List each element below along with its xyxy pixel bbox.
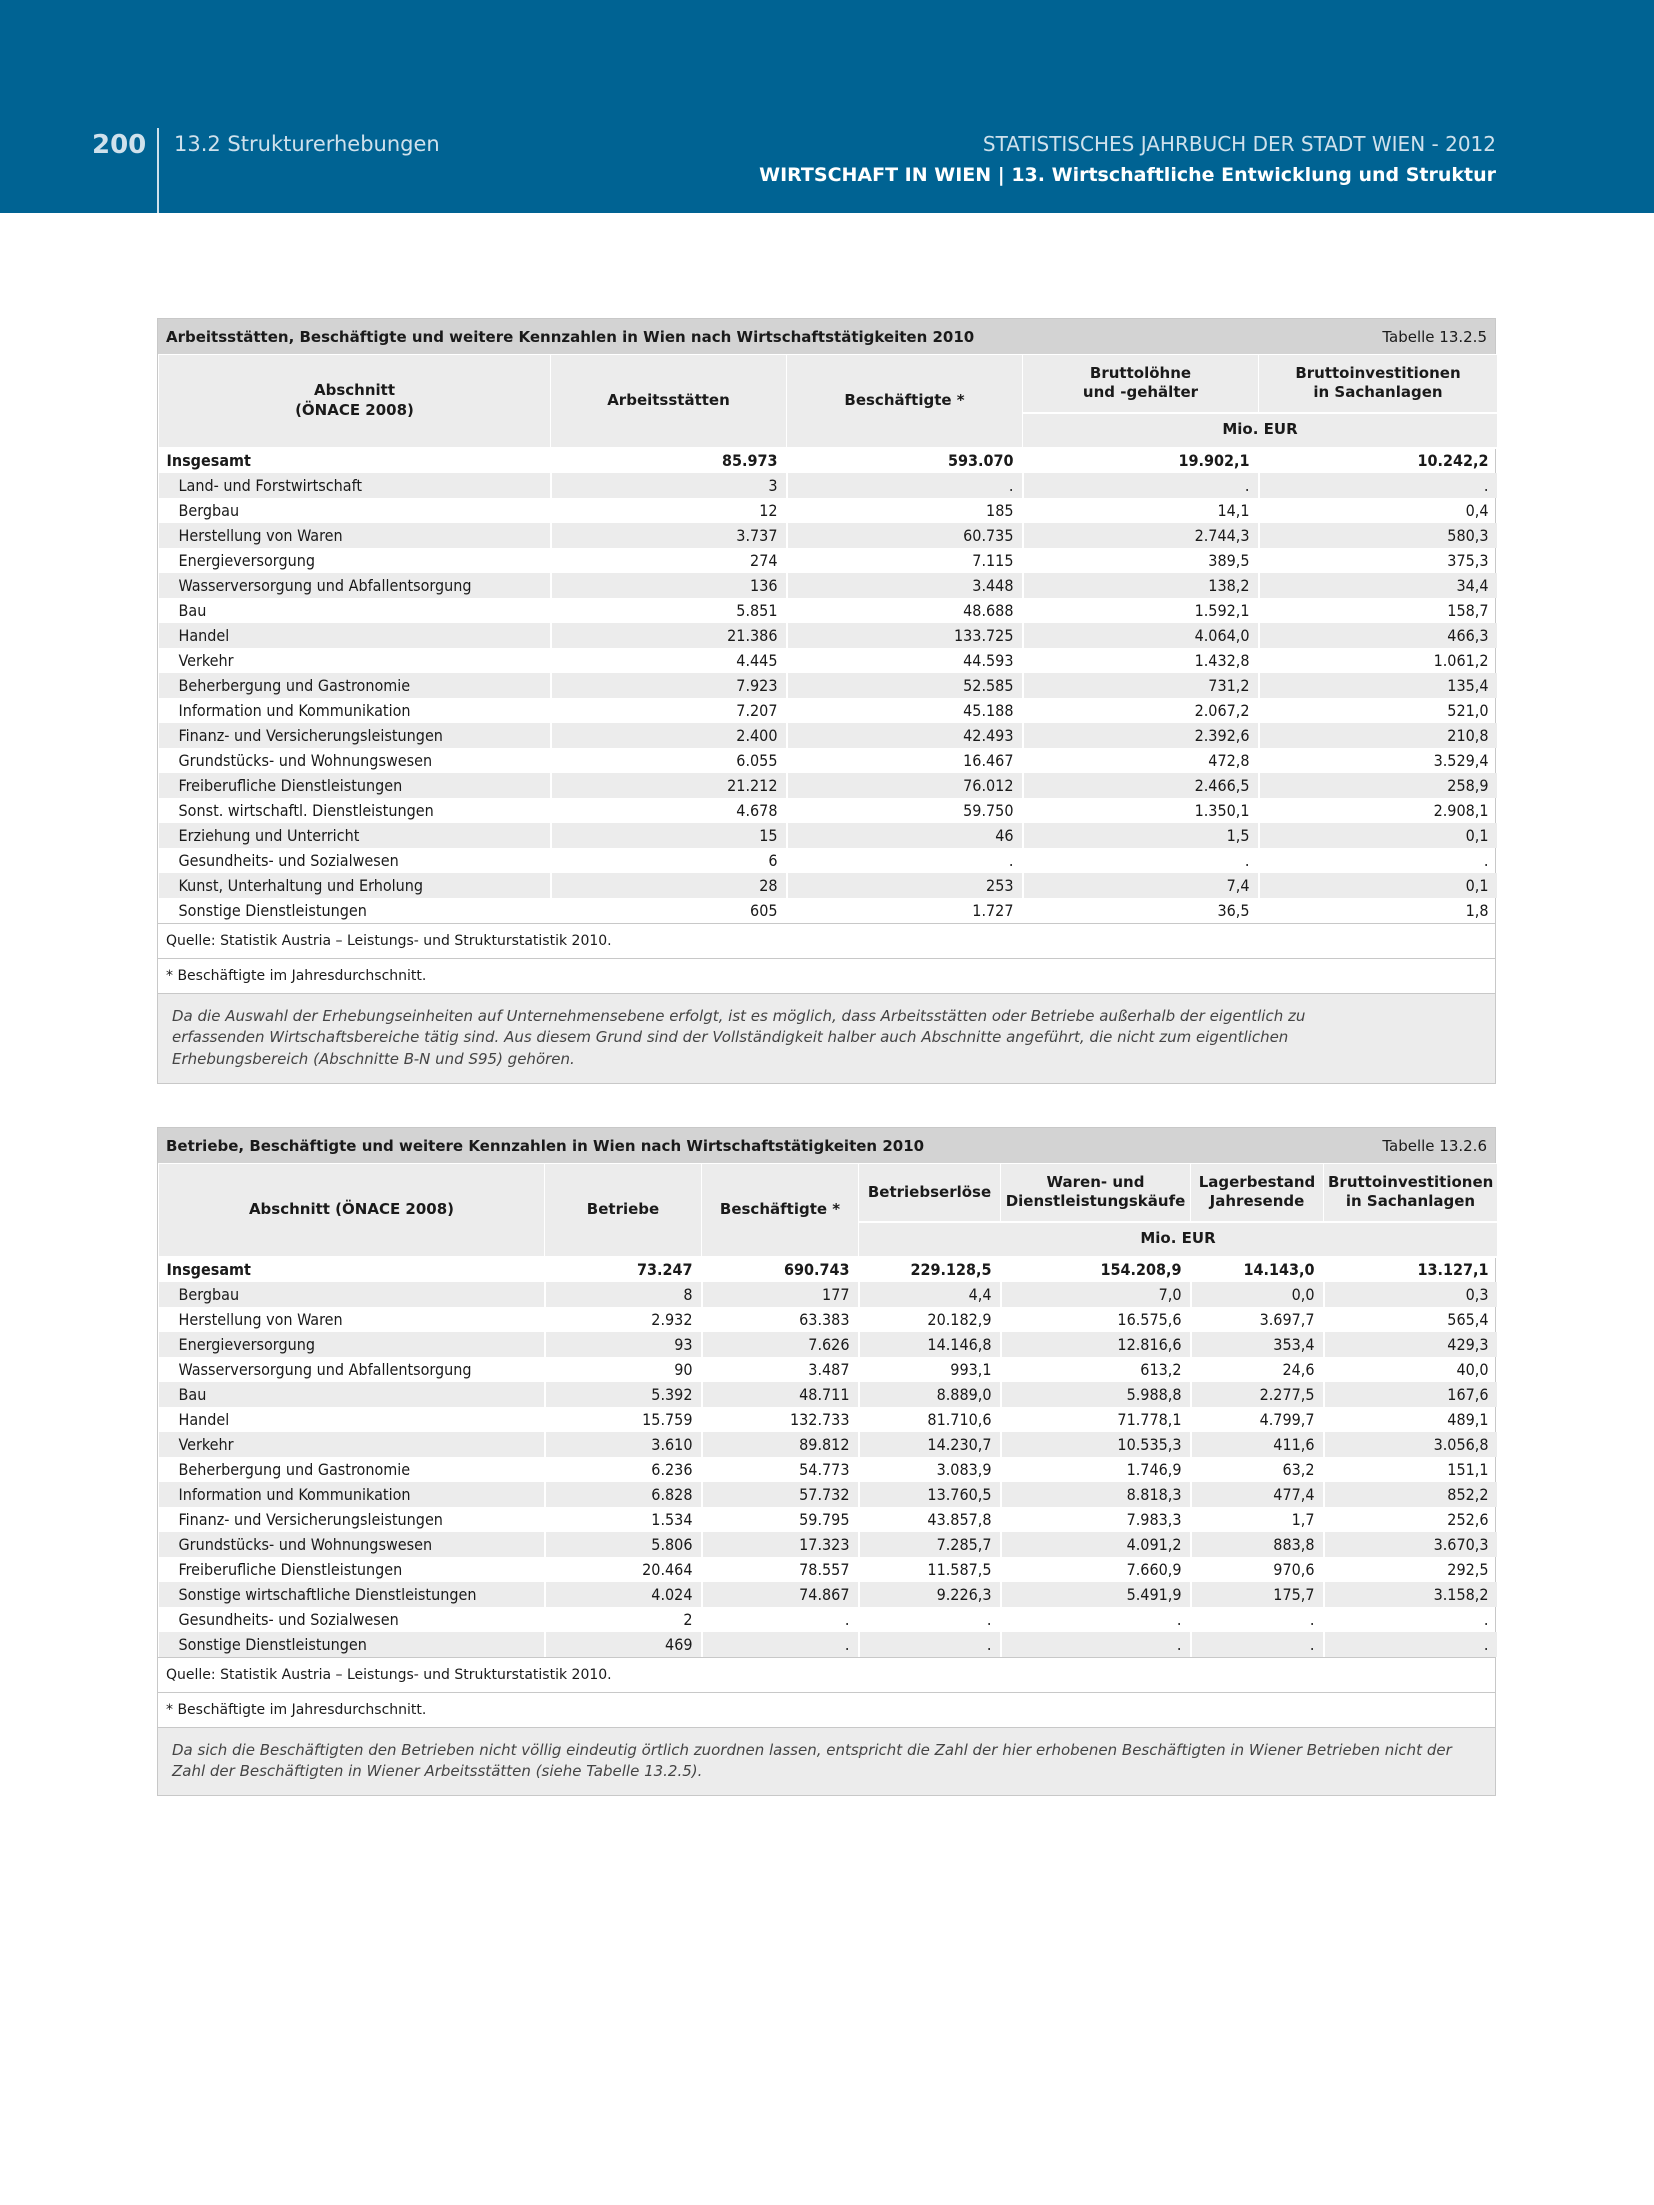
table-13-2-6 [157, 1127, 1496, 1796]
cell-value: 1,7 [1191, 1507, 1324, 1532]
row-label: Bergbau [159, 1282, 545, 1307]
cell-value: 3.697,7 [1191, 1307, 1324, 1332]
table-row-total [159, 448, 1498, 473]
cell-value: 73.247 [545, 1257, 702, 1282]
cell-value: 7.207 [551, 698, 787, 723]
cell-value: 4.064,0 [1023, 623, 1259, 648]
cell-value: 411,6 [1191, 1432, 1324, 1457]
col-header-bruttoloehne: Bruttolöhne und -gehälter [1023, 355, 1259, 413]
cell-value: 477,4 [1191, 1482, 1324, 1507]
source-note: Quelle: Statistik Austria – Leistungs- und Strukturstatistik 2010. [158, 1657, 1495, 1692]
row-label: Bau [159, 598, 551, 623]
cell-value: 9.226,3 [859, 1582, 1001, 1607]
cell-value: 177 [702, 1282, 859, 1307]
cell-value: 993,1 [859, 1357, 1001, 1382]
cell-value: 353,4 [1191, 1332, 1324, 1357]
cell-value: 3.529,4 [1259, 748, 1498, 773]
cell-value: 15 [551, 823, 787, 848]
table-row [159, 798, 1498, 823]
explanatory-note: Da die Auswahl der Erhebungseinheiten auf Unternehmensebene erfolgt, ist es möglich, dass Arbeitsstätten oder Betriebe außerhalb der eigentlich zu erfassenden Wirtschaftsbereiche tätig sind. Aus diesem Grund sind der Vollständigkeit halber auch Abschnitte angeführt, die nicht zum eigentlichen Erhebungsbereich (Abschnitte B-N und S95) gehören. [158, 993, 1495, 1083]
row-label: Verkehr [159, 648, 551, 673]
cell-value: 7,4 [1023, 873, 1259, 898]
cell-value: 5.392 [545, 1382, 702, 1407]
cell-value: 3.158,2 [1324, 1582, 1498, 1607]
cell-value: 7.115 [787, 548, 1023, 573]
cell-value: 1.746,9 [1001, 1457, 1191, 1482]
page-header [0, 0, 1654, 213]
row-label: Grundstücks- und Wohnungswesen [159, 748, 551, 773]
explanatory-note: Da sich die Beschäftigten den Betrieben nicht völlig eindeutig örtlich zuordnen lassen, entspricht die Zahl der hier erhobenen Beschäftigten in Wiener Betrieben nicht der Zahl der Beschäftigten in Wiener Arbeitsstätten (siehe Tabelle 13.2.5). [158, 1727, 1495, 1796]
cell-value: 1.432,8 [1023, 648, 1259, 673]
header-divider [157, 128, 159, 213]
col-header-beschaeftigte: Beschäftigte * [787, 355, 1023, 448]
cell-value: 229.128,5 [859, 1257, 1001, 1282]
table-row [159, 523, 1498, 548]
cell-value: 154.208,9 [1001, 1257, 1191, 1282]
cell-value: 28 [551, 873, 787, 898]
table-row [159, 1557, 1498, 1582]
cell-value: 6 [551, 848, 787, 873]
cell-value: 5.988,8 [1001, 1382, 1191, 1407]
cell-value: 1.061,2 [1259, 648, 1498, 673]
cell-value: 292,5 [1324, 1557, 1498, 1582]
table-row-total [159, 1257, 1498, 1282]
table-row [159, 548, 1498, 573]
table-row [159, 498, 1498, 523]
table-row [159, 723, 1498, 748]
cell-value: 580,3 [1259, 523, 1498, 548]
cell-value: 136 [551, 573, 787, 598]
row-label: Freiberufliche Dienstleistungen [159, 1557, 545, 1582]
cell-value: 85.973 [551, 448, 787, 473]
cell-value: 429,3 [1324, 1332, 1498, 1357]
cell-value: 21.212 [551, 773, 787, 798]
cell-value: 375,3 [1259, 548, 1498, 573]
cell-value: 883,8 [1191, 1532, 1324, 1557]
cell-value: 76.012 [787, 773, 1023, 798]
cell-value: 1.592,1 [1023, 598, 1259, 623]
table-row [159, 473, 1498, 498]
cell-value: 469 [545, 1632, 702, 1657]
cell-value: 3.670,3 [1324, 1532, 1498, 1557]
cell-value: 274 [551, 548, 787, 573]
cell-value: 2.932 [545, 1307, 702, 1332]
table-title: Arbeitsstätten, Beschäftigte und weitere Kennzahlen in Wien nach Wirtschaftstätigkeiten 2010 [166, 327, 975, 346]
table-row [159, 848, 1498, 873]
cell-value: 690.743 [702, 1257, 859, 1282]
cell-value: 135,4 [1259, 673, 1498, 698]
cell-value: 20.182,9 [859, 1307, 1001, 1332]
row-label: Gesundheits- und Sozialwesen [159, 1607, 545, 1632]
cell-value: 16.575,6 [1001, 1307, 1191, 1332]
cell-value: 4,4 [859, 1282, 1001, 1307]
cell-value: 3.448 [787, 573, 1023, 598]
table-caption [158, 319, 1495, 354]
source-note: Quelle: Statistik Austria – Leistungs- und Strukturstatistik 2010. [158, 923, 1495, 958]
table-row [159, 598, 1498, 623]
cell-value: 3.737 [551, 523, 787, 548]
cell-value: 185 [787, 498, 1023, 523]
table-body [159, 1257, 1498, 1657]
row-label: Handel [159, 1407, 545, 1432]
row-label: Energieversorgung [159, 548, 551, 573]
cell-value: 158,7 [1259, 598, 1498, 623]
cell-value: 54.773 [702, 1457, 859, 1482]
table-13-2-5 [157, 318, 1496, 1084]
cell-value: . [1324, 1607, 1498, 1632]
row-label: Erziehung und Unterricht [159, 823, 551, 848]
cell-value: 466,3 [1259, 623, 1498, 648]
cell-value: 4.091,2 [1001, 1532, 1191, 1557]
cell-value: 14.143,0 [1191, 1257, 1324, 1282]
row-label: Land- und Forstwirtschaft [159, 473, 551, 498]
cell-value: 6.236 [545, 1457, 702, 1482]
row-label: Information und Kommunikation [159, 1482, 545, 1507]
row-label: Bergbau [159, 498, 551, 523]
cell-value: 14.230,7 [859, 1432, 1001, 1457]
unit-header: Mio. EUR [1023, 413, 1498, 448]
cell-value: 46 [787, 823, 1023, 848]
cell-value: 48.711 [702, 1382, 859, 1407]
row-label: Beherbergung und Gastronomie [159, 1457, 545, 1482]
cell-value: 59.750 [787, 798, 1023, 823]
cell-value: . [1023, 473, 1259, 498]
col-header-bruttoinvestitionen: Bruttoinvestitionen in Sachanlagen [1324, 1164, 1498, 1222]
table-row [159, 673, 1498, 698]
table-row [159, 623, 1498, 648]
cell-value: . [1324, 1632, 1498, 1657]
col-header-abschnitt: Abschnitt (ÖNACE 2008) [159, 1164, 545, 1257]
table-row [159, 1532, 1498, 1557]
row-label: Insgesamt [159, 1257, 545, 1282]
cell-value: 90 [545, 1357, 702, 1382]
footnote: * Beschäftigte im Jahresdurchschnitt. [158, 958, 1495, 993]
cell-value: 48.688 [787, 598, 1023, 623]
cell-value: . [787, 473, 1023, 498]
cell-value: 7.923 [551, 673, 787, 698]
table-caption [158, 1128, 1495, 1163]
cell-value: 52.585 [787, 673, 1023, 698]
cell-value: 10.535,3 [1001, 1432, 1191, 1457]
cell-value: 605 [551, 898, 787, 923]
row-label: Wasserversorgung und Abfallentsorgung [159, 1357, 545, 1382]
cell-value: 6.055 [551, 748, 787, 773]
cell-value: 852,2 [1324, 1482, 1498, 1507]
table-row [159, 1482, 1498, 1507]
data-table [158, 354, 1499, 923]
col-header-arbeitsstaetten: Arbeitsstätten [551, 355, 787, 448]
cell-value: 24,6 [1191, 1357, 1324, 1382]
cell-value: 89.812 [702, 1432, 859, 1457]
cell-value: 613,2 [1001, 1357, 1191, 1382]
cell-value: 389,5 [1023, 548, 1259, 573]
row-label: Information und Kommunikation [159, 698, 551, 723]
cell-value: 252,6 [1324, 1507, 1498, 1532]
cell-value: 210,8 [1259, 723, 1498, 748]
row-label: Sonstige wirtschaftliche Dienstleistungen [159, 1582, 545, 1607]
table-number: Tabelle 13.2.5 [1382, 327, 1487, 346]
cell-value: 8.889,0 [859, 1382, 1001, 1407]
table-row [159, 1282, 1498, 1307]
row-label: Verkehr [159, 1432, 545, 1457]
cell-value: 20.464 [545, 1557, 702, 1582]
cell-value: . [859, 1607, 1001, 1632]
cell-value: 2.277,5 [1191, 1382, 1324, 1407]
table-row [159, 648, 1498, 673]
cell-value: . [1259, 848, 1498, 873]
row-label: Insgesamt [159, 448, 551, 473]
col-header-lagerbestand: Lagerbestand Jahresende [1191, 1164, 1324, 1222]
table-row [159, 1382, 1498, 1407]
cell-value: 2 [545, 1607, 702, 1632]
cell-value: 7.983,3 [1001, 1507, 1191, 1532]
row-label: Sonstige Dienstleistungen [159, 898, 551, 923]
row-label: Handel [159, 623, 551, 648]
cell-value: 3 [551, 473, 787, 498]
cell-value: 59.795 [702, 1507, 859, 1532]
row-label: Herstellung von Waren [159, 523, 551, 548]
cell-value: 2.400 [551, 723, 787, 748]
cell-value: 10.242,2 [1259, 448, 1498, 473]
cell-value: 14,1 [1023, 498, 1259, 523]
table-title: Betriebe, Beschäftigte und weitere Kennzahlen in Wien nach Wirtschaftstätigkeiten 2010 [166, 1136, 925, 1155]
table-row [159, 698, 1498, 723]
cell-value: 8 [545, 1282, 702, 1307]
cell-value: 21.386 [551, 623, 787, 648]
cell-value: 7,0 [1001, 1282, 1191, 1307]
cell-value: 0,3 [1324, 1282, 1498, 1307]
cell-value: 6.828 [545, 1482, 702, 1507]
cell-value: 57.732 [702, 1482, 859, 1507]
table-row [159, 898, 1498, 923]
cell-value: 63,2 [1191, 1457, 1324, 1482]
table-row [159, 1457, 1498, 1482]
col-header-beschaeftigte: Beschäftigte * [702, 1164, 859, 1257]
cell-value: 34,4 [1259, 573, 1498, 598]
page-number: 200 [92, 130, 147, 160]
cell-value: 4.799,7 [1191, 1407, 1324, 1432]
cell-value: 60.735 [787, 523, 1023, 548]
cell-value: 489,1 [1324, 1407, 1498, 1432]
col-header-bruttoinvestitionen: Bruttoinvestitionen in Sachanlagen [1259, 355, 1498, 413]
cell-value: 2.744,3 [1023, 523, 1259, 548]
cell-value: 3.610 [545, 1432, 702, 1457]
table-row [159, 1632, 1498, 1657]
table-row [159, 1407, 1498, 1432]
table-row [159, 873, 1498, 898]
cell-value: 472,8 [1023, 748, 1259, 773]
row-label: Bau [159, 1382, 545, 1407]
cell-value: . [1001, 1632, 1191, 1657]
cell-value: 42.493 [787, 723, 1023, 748]
cell-value: 13.127,1 [1324, 1257, 1498, 1282]
cell-value: 19.902,1 [1023, 448, 1259, 473]
cell-value: 7.660,9 [1001, 1557, 1191, 1582]
cell-value: 13.760,5 [859, 1482, 1001, 1507]
cell-value: 7.626 [702, 1332, 859, 1357]
cell-value: 1.350,1 [1023, 798, 1259, 823]
table-row [159, 1307, 1498, 1332]
cell-value: 15.759 [545, 1407, 702, 1432]
cell-value: 36,5 [1023, 898, 1259, 923]
cell-value: 565,4 [1324, 1307, 1498, 1332]
row-label: Kunst, Unterhaltung und Erholung [159, 873, 551, 898]
cell-value: 175,7 [1191, 1582, 1324, 1607]
cell-value: 4.445 [551, 648, 787, 673]
footnote: * Beschäftigte im Jahresdurchschnitt. [158, 1692, 1495, 1727]
cell-value: 970,6 [1191, 1557, 1324, 1582]
cell-value: 1,5 [1023, 823, 1259, 848]
cell-value: 78.557 [702, 1557, 859, 1582]
table-row [159, 1332, 1498, 1357]
table-row [159, 1432, 1498, 1457]
cell-value: 151,1 [1324, 1457, 1498, 1482]
cell-value: 2.392,6 [1023, 723, 1259, 748]
table-row [159, 773, 1498, 798]
col-header-betriebe: Betriebe [545, 1164, 702, 1257]
cell-value: 44.593 [787, 648, 1023, 673]
table-row [159, 1507, 1498, 1532]
table-row [159, 748, 1498, 773]
cell-value: 5.806 [545, 1532, 702, 1557]
cell-value: . [702, 1632, 859, 1657]
cell-value: 81.710,6 [859, 1407, 1001, 1432]
cell-value: 71.778,1 [1001, 1407, 1191, 1432]
cell-value: 731,2 [1023, 673, 1259, 698]
row-label: Finanz- und Versicherungsleistungen [159, 723, 551, 748]
row-label: Beherbergung und Gastronomie [159, 673, 551, 698]
cell-value: . [1259, 473, 1498, 498]
cell-value: 1,8 [1259, 898, 1498, 923]
cell-value: 14.146,8 [859, 1332, 1001, 1357]
row-label: Sonst. wirtschaftl. Dienstleistungen [159, 798, 551, 823]
table-row [159, 1357, 1498, 1382]
table-row [159, 1582, 1498, 1607]
cell-value: 0,0 [1191, 1282, 1324, 1307]
cell-value: 3.056,8 [1324, 1432, 1498, 1457]
cell-value: 133.725 [787, 623, 1023, 648]
row-label: Herstellung von Waren [159, 1307, 545, 1332]
table-body [159, 448, 1498, 923]
cell-value: 12 [551, 498, 787, 523]
cell-value: 17.323 [702, 1532, 859, 1557]
cell-value: 167,6 [1324, 1382, 1498, 1407]
chapter-title: WIRTSCHAFT IN WIEN | 13. Wirtschaftliche Entwicklung und Struktur [759, 164, 1496, 186]
cell-value: 0,1 [1259, 823, 1498, 848]
table-row [159, 823, 1498, 848]
cell-value: 45.188 [787, 698, 1023, 723]
cell-value: 63.383 [702, 1307, 859, 1332]
col-header-abschnitt: Abschnitt (ÖNACE 2008) [159, 355, 551, 448]
row-label: Finanz- und Versicherungsleistungen [159, 1507, 545, 1532]
table-row [159, 573, 1498, 598]
cell-value: 5.851 [551, 598, 787, 623]
cell-value: 4.024 [545, 1582, 702, 1607]
cell-value: 521,0 [1259, 698, 1498, 723]
cell-value: 138,2 [1023, 573, 1259, 598]
cell-value: . [1023, 848, 1259, 873]
cell-value: . [787, 848, 1023, 873]
table-row [159, 1607, 1498, 1632]
cell-value: . [1001, 1607, 1191, 1632]
cell-value: 0,4 [1259, 498, 1498, 523]
cell-value: 258,9 [1259, 773, 1498, 798]
cell-value: 8.818,3 [1001, 1482, 1191, 1507]
cell-value: 11.587,5 [859, 1557, 1001, 1582]
cell-value: 3.487 [702, 1357, 859, 1382]
cell-value: 1.534 [545, 1507, 702, 1532]
col-header-betriebserloese: Betriebserlöse [859, 1164, 1001, 1222]
cell-value: 3.083,9 [859, 1457, 1001, 1482]
cell-value: 593.070 [787, 448, 1023, 473]
table-number: Tabelle 13.2.6 [1382, 1136, 1487, 1155]
row-label: Sonstige Dienstleistungen [159, 1632, 545, 1657]
cell-value: 0,1 [1259, 873, 1498, 898]
data-table [158, 1163, 1499, 1657]
cell-value: 74.867 [702, 1582, 859, 1607]
row-label: Wasserversorgung und Abfallentsorgung [159, 573, 551, 598]
row-label: Energieversorgung [159, 1332, 545, 1357]
cell-value: 4.678 [551, 798, 787, 823]
cell-value: 2.466,5 [1023, 773, 1259, 798]
cell-value: 1.727 [787, 898, 1023, 923]
cell-value: 7.285,7 [859, 1532, 1001, 1557]
cell-value: 132.733 [702, 1407, 859, 1432]
cell-value: 43.857,8 [859, 1507, 1001, 1532]
cell-value: . [702, 1607, 859, 1632]
col-header-warenkaeufe: Waren- und Dienstleistungskäufe [1001, 1164, 1191, 1222]
cell-value: 2.067,2 [1023, 698, 1259, 723]
row-label: Freiberufliche Dienstleistungen [159, 773, 551, 798]
cell-value: 93 [545, 1332, 702, 1357]
unit-header: Mio. EUR [859, 1222, 1498, 1257]
cell-value: . [1191, 1607, 1324, 1632]
section-title: 13.2 Strukturerhebungen [174, 132, 440, 156]
cell-value: 16.467 [787, 748, 1023, 773]
cell-value: 40,0 [1324, 1357, 1498, 1382]
yearbook-title: STATISTISCHES JAHRBUCH DER STADT WIEN - 2012 [982, 132, 1496, 156]
cell-value: . [859, 1632, 1001, 1657]
cell-value: 12.816,6 [1001, 1332, 1191, 1357]
cell-value: . [1191, 1632, 1324, 1657]
cell-value: 2.908,1 [1259, 798, 1498, 823]
cell-value: 253 [787, 873, 1023, 898]
cell-value: 5.491,9 [1001, 1582, 1191, 1607]
row-label: Grundstücks- und Wohnungswesen [159, 1532, 545, 1557]
row-label: Gesundheits- und Sozialwesen [159, 848, 551, 873]
